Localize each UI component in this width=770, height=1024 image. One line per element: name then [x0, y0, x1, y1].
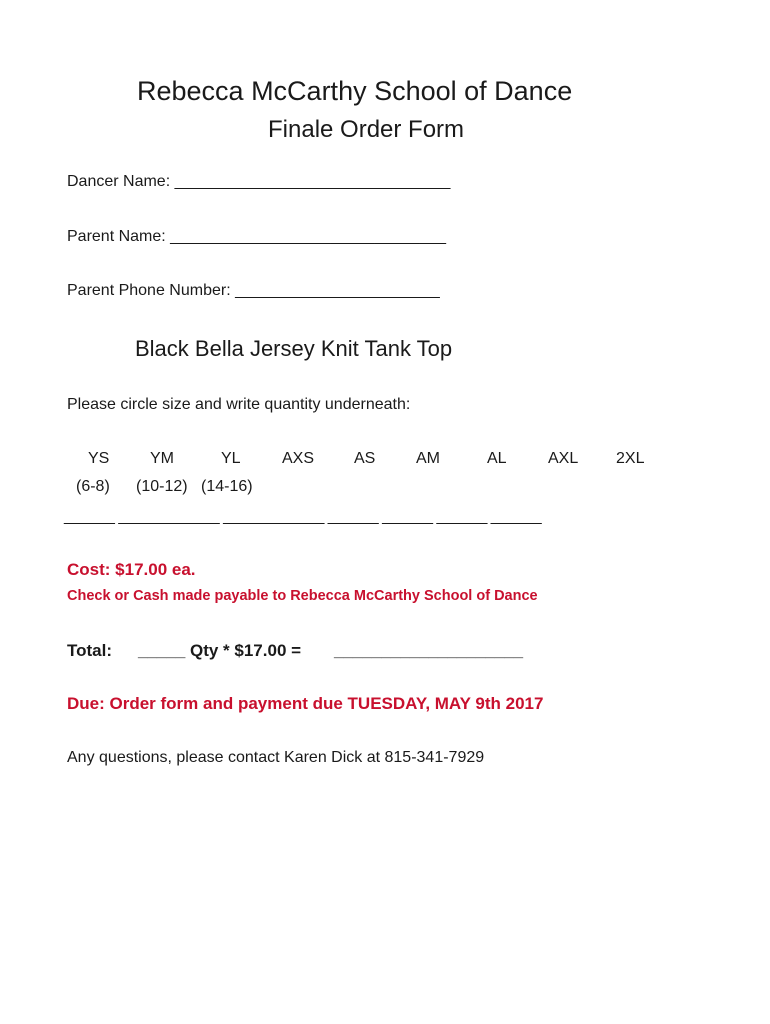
size-range-ys: (6-8)	[76, 478, 110, 495]
size-axs: AXS	[282, 450, 315, 467]
size-instruction: Please circle size and write quantity underneath:	[67, 396, 411, 413]
size-al: AL	[487, 450, 507, 467]
size-ys: YS	[88, 450, 110, 467]
total-blank: ____________________	[334, 641, 524, 660]
payable-note: Check or Cash made payable to Rebecca McCarthy School of Dance	[67, 588, 538, 604]
dancer-name-field: Dancer Name: _______________________________	[67, 173, 451, 190]
quantity-lines: ______ ____________ ____________ ______ ______ ______ ______	[64, 508, 542, 525]
contact-info: Any questions, please contact Karen Dick at 815-341-7929	[67, 749, 485, 766]
total-label: Total:	[67, 641, 113, 660]
form-subtitle: Finale Order Form	[268, 116, 465, 143]
size-range-yl: (14-16)	[201, 478, 253, 495]
size-range-ym: (10-12)	[136, 478, 188, 495]
size-am: AM	[416, 450, 440, 467]
form-title: Rebecca McCarthy School of Dance	[137, 76, 573, 106]
total-formula: _____ Qty * $17.00 =	[138, 641, 302, 660]
parent-name-field: Parent Name: _______________________________	[67, 228, 447, 245]
size-yl: YL	[221, 450, 241, 467]
parent-phone-field: Parent Phone Number: _______________________	[67, 282, 440, 299]
size-axl: AXL	[548, 450, 579, 467]
product-name: Black Bella Jersey Knit Tank Top	[135, 336, 453, 361]
size-as: AS	[354, 450, 376, 467]
due-notice: Due: Order form and payment due TUESDAY, MAY 9th 2017	[67, 694, 544, 713]
size-ym: YM	[150, 450, 174, 467]
size-2xl: 2XL	[616, 450, 645, 467]
cost-text: Cost: $17.00 ea.	[67, 560, 196, 579]
